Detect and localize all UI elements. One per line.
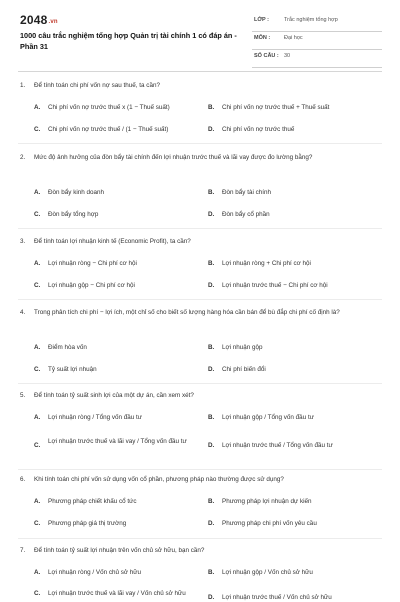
meta-label: SỐ CÂU :	[254, 53, 279, 59]
meta-info	[252, 14, 382, 68]
option-text: Lợi nhuận trước thuế − Chi phí cơ hội	[222, 282, 328, 289]
option-text: Phương pháp lợi nhuận dự kiến	[222, 498, 312, 505]
question-number: 5.	[20, 392, 26, 399]
option-letter: A.	[34, 104, 41, 111]
option-text: Phương pháp chi phí vốn yêu cầu	[222, 520, 317, 527]
meta-row-subject	[252, 32, 382, 50]
question-2	[20, 152, 380, 222]
logo-suffix: .vn	[48, 19, 58, 25]
option-letter: D.	[208, 442, 215, 449]
option-text: Lợi nhuận trước thuế / Tổng vốn đầu tư	[222, 442, 333, 449]
question-text	[20, 236, 380, 247]
option-letter: A.	[34, 260, 41, 267]
question-number: 6.	[20, 476, 26, 483]
option-text: Lợi nhuận gộp	[222, 344, 263, 351]
question-prompt: Để tính toán lợi nhuận kinh tế (Economic Profit), ta cần?	[34, 238, 191, 245]
option-text: Phương pháp giá thị trường	[48, 520, 127, 527]
option-text: Phương pháp chiết khấu cổ tức	[48, 498, 137, 505]
question-number: 1.	[20, 82, 26, 89]
option-text: Lợi nhuận gộp − Chi phí cơ hội	[48, 282, 135, 289]
option-letter: B.	[208, 260, 215, 267]
site-logo[interactable]	[20, 13, 58, 27]
question-divider	[18, 143, 382, 144]
option-text: Lợi nhuận gộp / Vốn chủ sở hữu	[222, 569, 313, 576]
option-letter: D.	[208, 126, 215, 133]
meta-value: 30	[284, 53, 291, 59]
option-text: Lợi nhuận ròng − Chi phí cơ hội	[48, 260, 137, 267]
meta-label: LỚP :	[254, 17, 269, 23]
page-title: 1000 câu trắc nghiệm tổng hợp Quản trị tài chính 1 có đáp án - Phần 31	[20, 31, 237, 51]
question-number: 2.	[20, 154, 26, 161]
option-letter: B.	[208, 189, 215, 196]
question-divider	[18, 299, 382, 300]
option-letter: C.	[34, 211, 41, 218]
question-prompt: Khi tính toán chi phí vốn sử dụng vốn cổ phần, phương pháp nào thường được sử dụng?	[34, 476, 284, 483]
option-letter: C.	[34, 442, 41, 449]
header-divider	[18, 71, 382, 72]
question-5	[20, 390, 380, 456]
option-letter: D.	[208, 282, 215, 289]
question-divider	[18, 383, 382, 384]
option-text: Chi phí biến đổi	[222, 366, 266, 373]
meta-row-count	[252, 50, 382, 68]
option-text: Điểm hòa vốn	[48, 344, 87, 351]
option-letter: C.	[34, 126, 41, 133]
option-text: Chi phí vốn nợ trước thuế	[222, 126, 295, 133]
question-text	[20, 390, 380, 401]
option-letter: B.	[208, 414, 215, 421]
meta-row-class	[252, 14, 382, 32]
question-6	[20, 474, 380, 530]
question-prompt: Mức độ ảnh hưởng của đòn bẩy tài chính đến lợi nhuận trước thuế và lãi vay được đo lường bằng?	[34, 154, 313, 161]
option-letter: A.	[34, 414, 41, 421]
option-text: Đòn bẩy kinh doanh	[48, 189, 105, 196]
meta-value: Trắc nghiệm tổng hợp	[284, 17, 338, 23]
question-3	[20, 236, 380, 292]
question-text	[20, 474, 380, 485]
option-letter: C.	[34, 590, 41, 597]
option-text: Lợi nhuận ròng + Chi phí cơ hội	[222, 260, 311, 267]
question-number: 3.	[20, 238, 26, 245]
question-text	[20, 307, 380, 318]
option-text: Chi phí vốn nợ trước thuế + Thuế suất	[222, 104, 330, 111]
option-text: Lợi nhuận trước thuế và lãi vay / Vốn chủ sở hữu	[48, 590, 186, 597]
question-prompt: Để tính toán tỷ suất sinh lợi của một dự án, cần xem xét?	[34, 392, 194, 399]
option-text: Đòn bẩy tổng hợp	[48, 211, 99, 218]
option-letter: A.	[34, 498, 41, 505]
question-prompt: Để tính toán chi phí vốn nợ sau thuế, ta cần?	[34, 82, 160, 89]
option-text: Đòn bẩy tài chính	[222, 189, 272, 196]
option-text: Lợi nhuận ròng / Vốn chủ sở hữu	[48, 569, 141, 576]
option-text: Tỷ suất lợi nhuận	[48, 366, 97, 373]
page-header	[0, 0, 400, 66]
option-text: Chi phí vốn nợ trước thuế x (1 − Thuế suất)	[48, 104, 170, 111]
question-text	[20, 545, 380, 556]
logo-text: 2048	[20, 13, 48, 27]
question-1	[20, 80, 380, 135]
option-text: Lợi nhuận ròng / Tổng vốn đầu tư	[48, 414, 143, 421]
option-text: Lợi nhuận trước thuế và lãi vay / Tổng vốn đầu tư	[48, 438, 187, 445]
question-number: 4.	[20, 309, 26, 316]
option-text: Lợi nhuận trước thuế / Vốn chủ sở hữu	[222, 594, 332, 601]
option-text: Chi phí vốn nợ trước thuế / (1 − Thuế suất)	[48, 126, 169, 133]
meta-label: MÔN :	[254, 35, 271, 41]
option-letter: B.	[208, 344, 215, 351]
question-divider	[18, 228, 382, 229]
question-7	[20, 545, 380, 600]
option-text: Lợi nhuận gộp / Tổng vốn đầu tư	[222, 414, 314, 421]
option-letter: D.	[208, 594, 215, 601]
option-letter: A.	[34, 344, 41, 351]
option-letter: D.	[208, 520, 215, 527]
option-letter: D.	[208, 366, 215, 373]
question-text	[20, 152, 380, 163]
option-letter: C.	[34, 520, 41, 527]
option-letter: C.	[34, 366, 41, 373]
question-4	[20, 307, 380, 377]
option-letter: B.	[208, 104, 215, 111]
option-letter: A.	[34, 569, 41, 576]
question-text	[20, 80, 380, 91]
option-letter: B.	[208, 569, 215, 576]
meta-value: Đại học	[284, 35, 303, 41]
question-number: 7.	[20, 547, 26, 554]
option-text: Đòn bẩy cổ phần	[222, 211, 270, 218]
option-letter: D.	[208, 211, 215, 218]
option-letter: A.	[34, 189, 41, 196]
question-divider	[18, 538, 382, 539]
option-letter: C.	[34, 282, 41, 289]
question-prompt: Trong phân tích chi phí − lợi ích, một chỉ số cho biết số lượng hàng hóa cần bán để bù đắp chi phí cố định là?	[34, 309, 340, 316]
question-prompt: Để tính toán tỷ suất lợi nhuận trên vốn chủ sở hữu, bạn cần?	[34, 547, 205, 554]
option-letter: B.	[208, 498, 215, 505]
question-divider	[18, 469, 382, 470]
